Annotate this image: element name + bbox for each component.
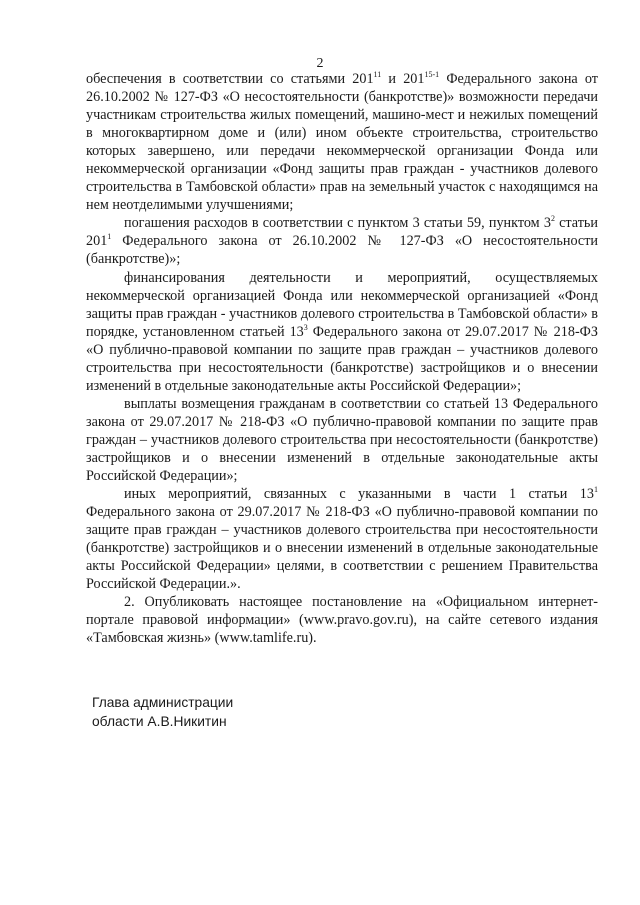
superscript: 3 bbox=[303, 322, 308, 332]
document-body bbox=[86, 70, 598, 648]
signature-block bbox=[92, 693, 233, 731]
text-run: Федерального закона от 29.07.2017 № 218-ФЗ «О публично-правовой компании по защите прав граждан – участников долевого строительства при несостоятельности (банкротстве) застройщиков и о внесении изменений в отдельные законодательные акты Российской Федерации» целями, в соответствии с решением Правительства Российской Федерации.». bbox=[86, 504, 598, 593]
text-run: Федерального закона от 26.10.2002 № 127-ФЗ «О несостоятельности (банкротстве)» возможности передачи участникам строительства жилых помещений, машино-мест и нежилых помещений в многоквартирном доме и (или) ином объекте строительства, строительство которых завершено, или передачи некоммерческой организации Фонда или некоммерческой организации «Фонд защиты прав граждан - участников долевого строительства в Тамбовской области» прав на земельный участок с находящимся на нем неотделимыми улучшениями; bbox=[86, 71, 598, 214]
text-run: обеспечения в соответствии со статьями 201 bbox=[86, 71, 374, 87]
paragraph bbox=[86, 395, 598, 485]
text-run: выплаты возмещения гражданам в соответствии со статьей 13 Федерального закона от 29.07.2017 № 218-ФЗ «О публично-правовой компании по защите прав граждан – участников долевого строительства при несостоятельности (банкротстве) застройщиков и о внесении изменений в отдельные законодательные акты Российской Федерации»; bbox=[86, 395, 598, 485]
paragraph bbox=[86, 593, 598, 647]
signature-title: Глава администрации bbox=[92, 695, 234, 710]
text-run: погашения расходов в соответствии с пунктом 3 статьи 59, пунктом 3 bbox=[124, 215, 551, 232]
text-run: статьи 201 bbox=[86, 215, 598, 250]
text-run: 2. Опубликовать настоящее постановление на «Официальном интернет-портале правовой информации» (www.pravo.gov.ru), на сайте сетевого издания «Тамбовская жизнь» (www.tamlife.ru). bbox=[86, 594, 598, 647]
paragraph bbox=[86, 214, 598, 268]
text-run: финансирования деятельности и мероприятий, осуществляемых некоммерческой организацией Фонда или некоммерческой организацией «Фонд защиты прав граждан - участников долевого строительства в Тамбовской области» в порядке, установленном статьей 13 bbox=[86, 269, 598, 340]
text-run: и 201 bbox=[381, 71, 425, 87]
paragraph bbox=[86, 70, 598, 214]
signature-name: области А.В.Никитин bbox=[92, 714, 227, 729]
superscript: 11 bbox=[373, 70, 382, 79]
superscript: 2 bbox=[550, 214, 555, 224]
text-run: Федерального закона от 26.10.2002 № 127-ФЗ «О несостоятельности (банкротстве)»; bbox=[86, 233, 598, 268]
text-run: иных мероприятий, связанных с указанными в части 1 статьи 13 bbox=[124, 486, 594, 503]
paragraph bbox=[86, 485, 598, 593]
text-run: Федерального закона от 29.07.2017 № 218-ФЗ «О публично-правовой компании по защите прав граждан – участников долевого строительства при несостоятельности (банкротстве) застройщиков и о внесении изменений в отдельные законодательные акты Российской Федерации»; bbox=[86, 323, 598, 394]
paragraph bbox=[86, 269, 598, 395]
superscript: 1 bbox=[107, 232, 112, 242]
page-number: 2 bbox=[316, 56, 324, 71]
superscript: 1 bbox=[594, 485, 598, 495]
superscript: 15-1 bbox=[424, 70, 440, 79]
